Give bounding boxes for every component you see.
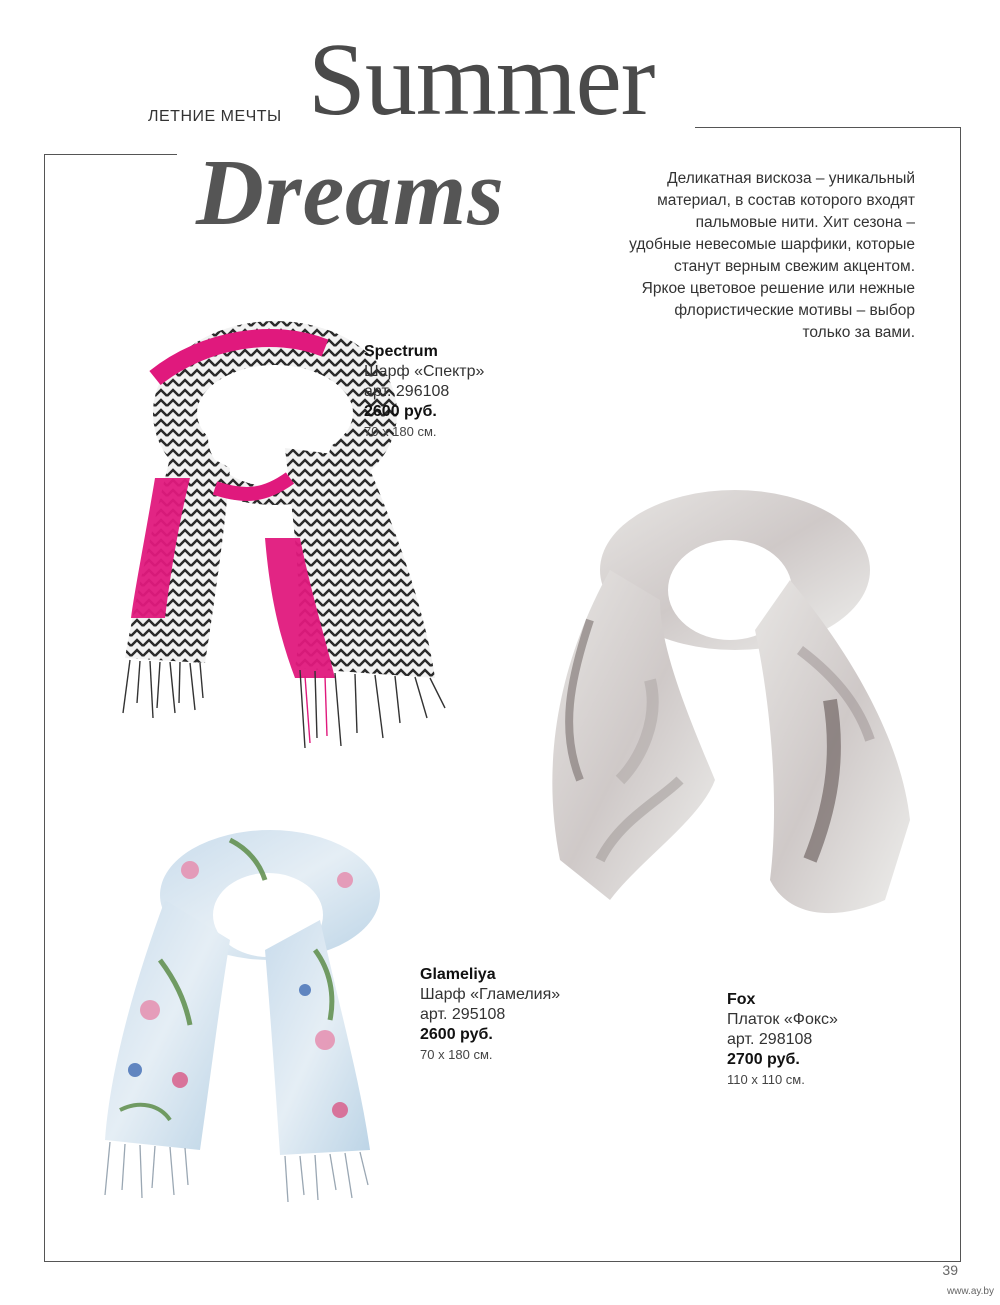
intro-line: флористические мотивы – выбор xyxy=(674,302,915,319)
product-description: Платок «Фокс» xyxy=(727,1011,838,1028)
frame-bottom-line xyxy=(44,1261,961,1262)
intro-line: Деликатная вискоза – уникальный xyxy=(667,170,915,187)
frame-right-line xyxy=(960,127,961,1262)
product-price: 2600 руб. xyxy=(420,1026,493,1043)
fox-scarf-image[interactable] xyxy=(540,480,920,950)
product-description: Шарф «Гламелия» xyxy=(420,986,561,1003)
intro-line: пальмовые нити. Хит сезона – xyxy=(695,214,915,231)
site-watermark: www.ay.by xyxy=(946,1286,994,1297)
product-name: Fox xyxy=(727,991,756,1008)
product-price: 2700 руб. xyxy=(727,1051,800,1068)
glameliya-scarf-image[interactable] xyxy=(90,810,430,1210)
product-fox xyxy=(727,990,838,1090)
intro-line: станут верным свежим акцентом. xyxy=(673,258,915,275)
product-spectrum xyxy=(364,342,484,442)
product-description: Шарф «Спектр» xyxy=(364,363,485,380)
intro-paragraph xyxy=(560,168,915,344)
product-name: Spectrum xyxy=(364,343,438,360)
product-glameliya xyxy=(420,965,560,1065)
page-number: 39 xyxy=(942,1262,958,1278)
intro-line: Яркое цветовое решение или нежные xyxy=(641,280,915,297)
title-dreams: Dreams xyxy=(196,141,505,245)
product-size: 110 x 110 см. xyxy=(727,1072,805,1087)
product-price: 2600 руб. xyxy=(364,403,437,420)
intro-line: удобные невесомые шарфики, которые xyxy=(629,236,915,253)
intro-line: материал, в состав которого входят xyxy=(657,192,915,209)
product-size: 70 x 180 см. xyxy=(364,424,437,439)
frame-top-left-line xyxy=(44,154,177,155)
product-article: арт. 296108 xyxy=(364,383,450,400)
product-size: 70 x 180 см. xyxy=(420,1047,493,1062)
frame-left-line xyxy=(44,154,45,1262)
frame-top-right-line xyxy=(695,127,961,128)
product-article: арт. 295108 xyxy=(420,1006,506,1023)
section-kicker: ЛЕТНИЕ МЕЧТЫ xyxy=(148,108,282,125)
product-name: Glameliya xyxy=(420,966,496,983)
title-summer: Summer xyxy=(308,22,655,137)
product-article: арт. 298108 xyxy=(727,1031,813,1048)
intro-line: только за вами. xyxy=(802,324,915,341)
